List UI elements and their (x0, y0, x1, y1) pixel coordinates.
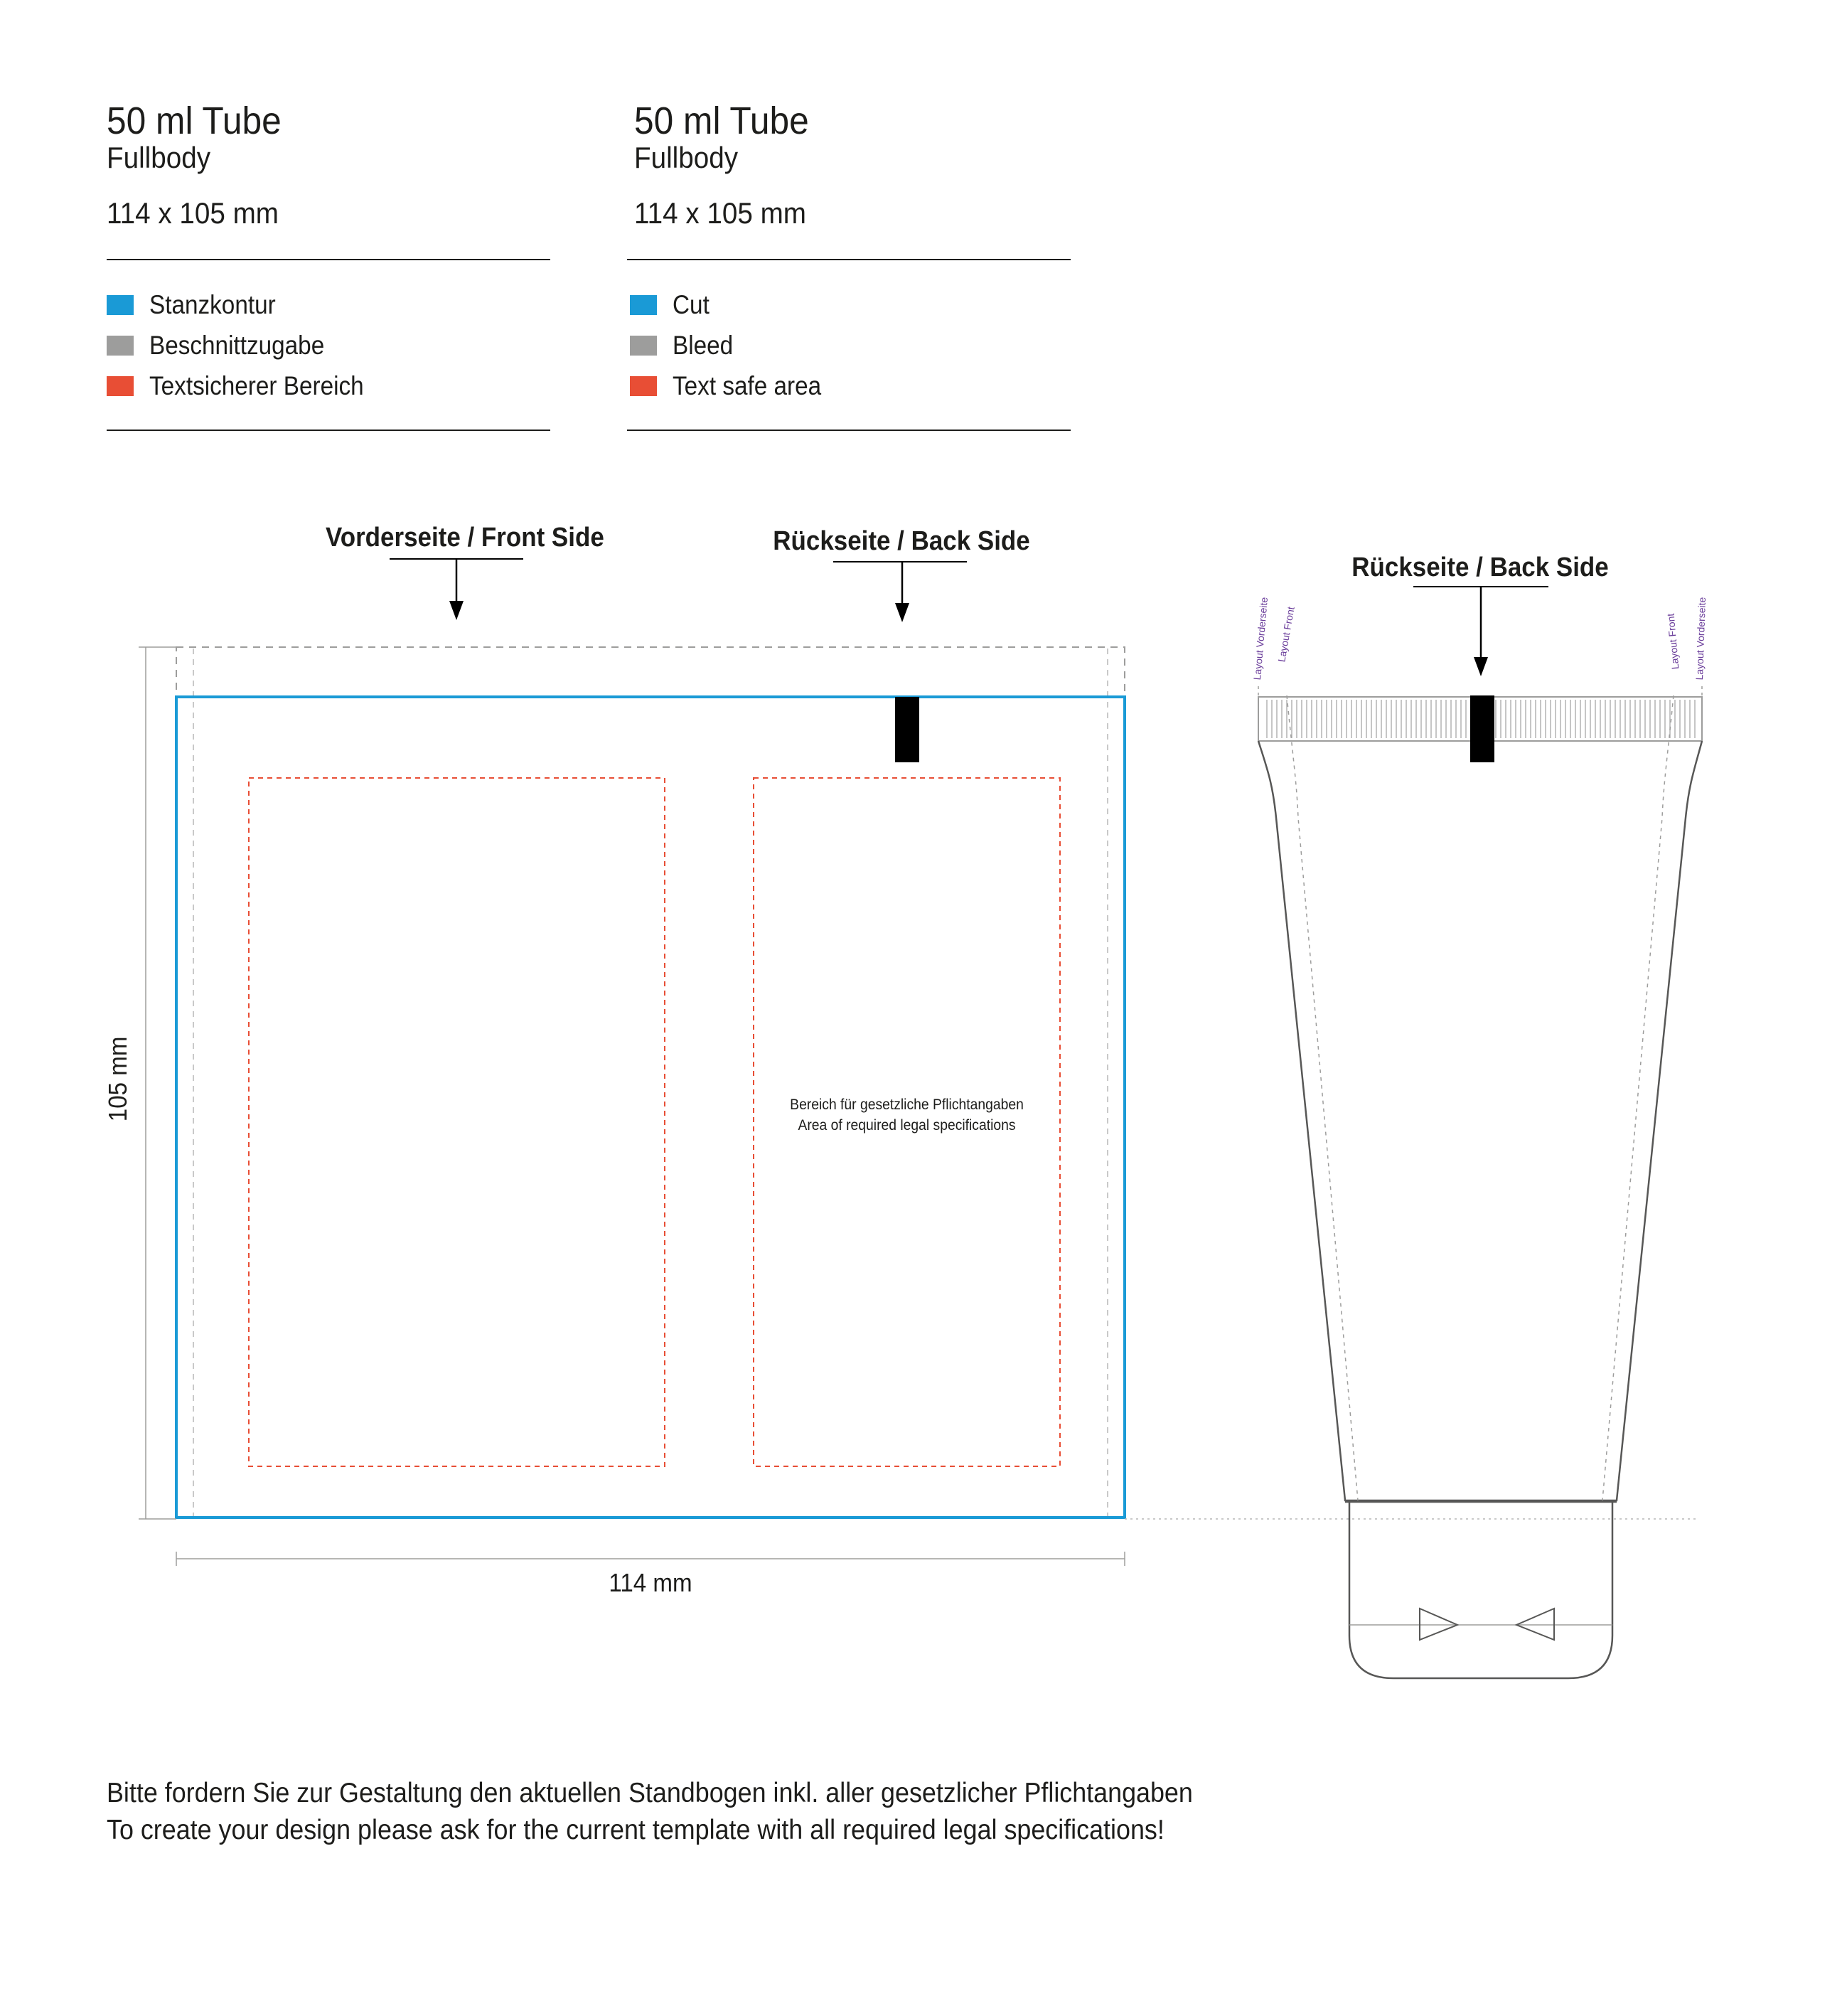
bleed-inner-guides (193, 649, 1108, 1517)
tube-inner-guide-right (1602, 695, 1674, 1500)
layout-vorderseite-right-label: Layout Vorderseite (1693, 597, 1708, 681)
back-side-label: Rückseite / Back Side (773, 526, 1030, 556)
layout-front-right-label: Layout Front (1664, 613, 1681, 670)
footer-line-english: To create your design please ask for the current template with all required legal specifications! (107, 1815, 1165, 1845)
text-safe-front (249, 778, 665, 1466)
product-title: 50 ml Tube (107, 100, 282, 142)
back-arrow (833, 562, 967, 622)
legal-area-text (754, 1094, 1060, 1136)
legend-label: Cut (673, 290, 710, 319)
layout-front-left-label: Layout Front (1275, 605, 1297, 663)
product-subtitle: Fullbody (634, 141, 739, 174)
cap-triangle-right (1516, 1609, 1554, 1640)
height-dimension (139, 647, 176, 1519)
tube-cap (1345, 1502, 1617, 1678)
legend-label: Text safe area (673, 371, 822, 400)
legend-label: Bleed (673, 331, 734, 360)
footer-line-german: Bitte fordern Sie zur Gestaltung den aktuellen Standbogen inkl. aller gesetzlicher Pflichtangaben (107, 1778, 1193, 1808)
width-dimension (176, 1552, 1125, 1566)
legend-label: Textsicherer Bereich (149, 371, 364, 400)
tube-arrow (1413, 587, 1548, 676)
product-size: 114 x 105 mm (107, 196, 279, 230)
legal-text-english: Area of required legal specifications (798, 1117, 1016, 1134)
product-subtitle: Fullbody (107, 141, 211, 174)
legend-label: Stanzkontur (149, 290, 276, 319)
legal-text-german: Bereich für gesetzliche Pflichtangaben (790, 1097, 1024, 1113)
tube-registration-mark (1470, 695, 1494, 762)
product-title: 50 ml Tube (634, 100, 809, 142)
legend-label: Beschnittzugabe (149, 331, 325, 360)
cap-triangle-left (1420, 1609, 1457, 1640)
tube-body (1258, 741, 1702, 1500)
front-arrow (390, 559, 523, 620)
footer-note (107, 1775, 1457, 1849)
width-label: 114 mm (609, 1568, 692, 1597)
product-size: 114 x 105 mm (634, 196, 806, 230)
front-side-label: Vorderseite / Front Side (326, 523, 604, 553)
height-label: 105 mm (103, 1036, 132, 1122)
layout-vorderseite-left-label: Layout Vorderseite (1251, 597, 1270, 681)
tube-back-side-label: Rückseite / Back Side (1351, 553, 1609, 582)
registration-mark (895, 697, 919, 762)
tube-inner-guide-left (1287, 695, 1358, 1500)
tube-seal (1258, 695, 1702, 762)
